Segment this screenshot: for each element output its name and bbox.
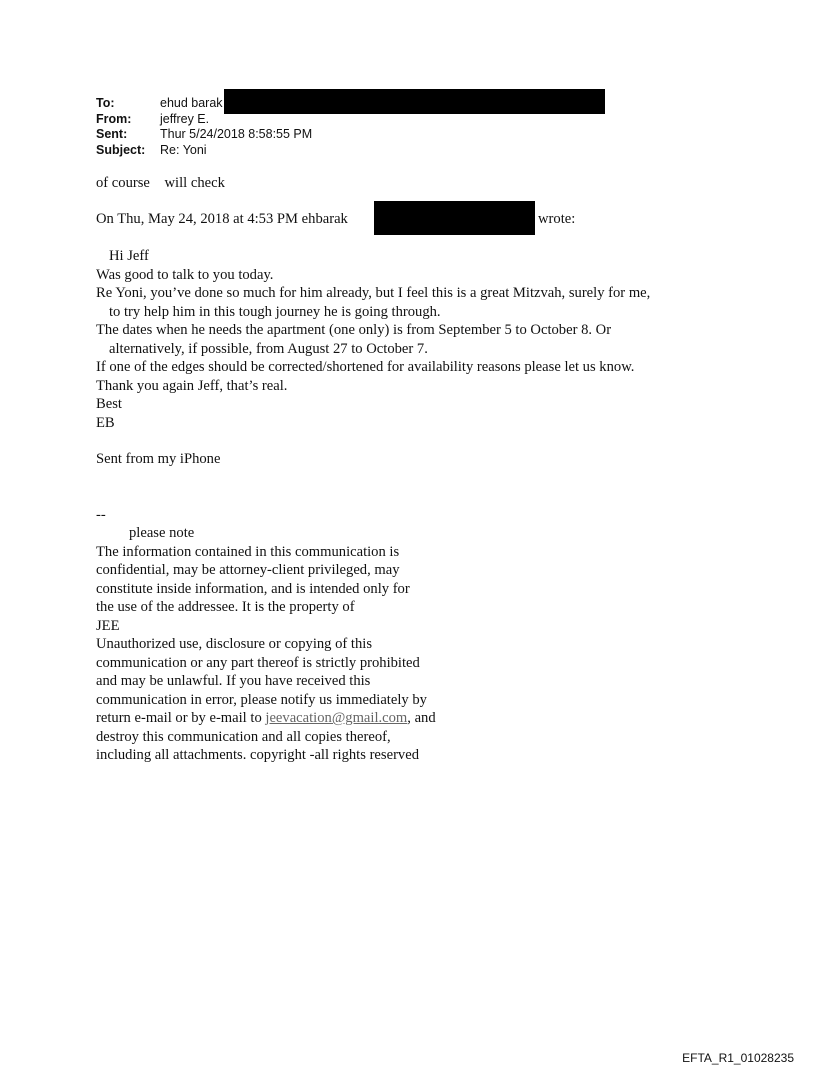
quoted-line: The dates when he needs the apartment (one only) is from September 5 to October 8. Or (96, 322, 612, 338)
quoted-line: Thank you again Jeff, that’s real. (96, 377, 288, 394)
to-value: ehud barak (160, 96, 223, 110)
document-id: EFTA_R1_01028235 (682, 1051, 794, 1065)
quoted-line: Hi Jeff (109, 248, 149, 264)
sent-label: Sent: (96, 127, 128, 141)
disclaimer-line: destroy this communication and all copies thereof, (96, 728, 391, 745)
disclaimer-line: including all attachments. copyright -all rights reserved (96, 747, 419, 763)
quoted-line: to try help him in this tough journey he is going through. (109, 303, 441, 320)
disclaimer-line: JEE (96, 617, 120, 634)
quote-intro-before: On Thu, May 24, 2018 at 4:53 PM ehbarak (96, 211, 348, 227)
disclaimer-dashes: -- (96, 507, 106, 523)
subject-row (96, 143, 312, 159)
reply-text: of course will check (96, 175, 225, 191)
quoted-line: alternatively, if possible, from August 27 to October 7. (109, 340, 428, 357)
disclaimer-line: communication or any part thereof is strictly prohibited (96, 654, 420, 671)
disclaimer-line: Unauthorized use, disclosure or copying of this (96, 636, 373, 652)
from-value: jeffrey E. (160, 111, 210, 126)
disclaimer-line: and may be unlawful. If you have received this (96, 673, 371, 689)
quoted-line: If one of the edges should be corrected/shortened for availability reasons please let us know. (96, 359, 635, 375)
disclaimer-email-line (96, 709, 436, 728)
return-suffix: , and (407, 710, 436, 726)
redaction-bar-sender (374, 201, 535, 235)
subject-label: Subject: (96, 142, 146, 157)
sent-row (96, 127, 312, 143)
disclaimer-line: communication in error, please notify us immediately by (96, 691, 427, 708)
sent-from-phone: Sent from my iPhone (96, 451, 221, 467)
quoted-line: Re Yoni, you’ve done so much for him already, but I feel this is a great Mitzvah, surely for me, (96, 285, 651, 301)
quote-intro-after: wrote: (538, 211, 576, 227)
disclaimer-line: constitute inside information, and is intended only for (96, 580, 410, 597)
quoted-message (96, 247, 650, 432)
quoted-line: Was good to talk to you today. (96, 266, 274, 283)
from-label: From: (96, 111, 132, 126)
sent-value: Thur 5/24/2018 8:58:55 PM (160, 127, 313, 141)
disclaimer-line: the use of the addressee. It is the property of (96, 599, 355, 615)
please-note: please note (129, 525, 195, 541)
disclaimer-line: The information contained in this communication is (96, 543, 400, 560)
email-link[interactable]: jeevacation@gmail.com (265, 710, 408, 726)
return-prefix: return e-mail or by e-mail to (96, 710, 266, 726)
to-label: To: (96, 96, 115, 110)
disclaimer-line: confidential, may be attorney-client privileged, may (96, 562, 400, 578)
subject-value: Re: Yoni (160, 142, 207, 157)
disclaimer-block (96, 524, 436, 765)
quoted-line: EB (96, 414, 115, 431)
quoted-line: Best (96, 396, 122, 412)
redaction-bar-to (224, 89, 605, 114)
